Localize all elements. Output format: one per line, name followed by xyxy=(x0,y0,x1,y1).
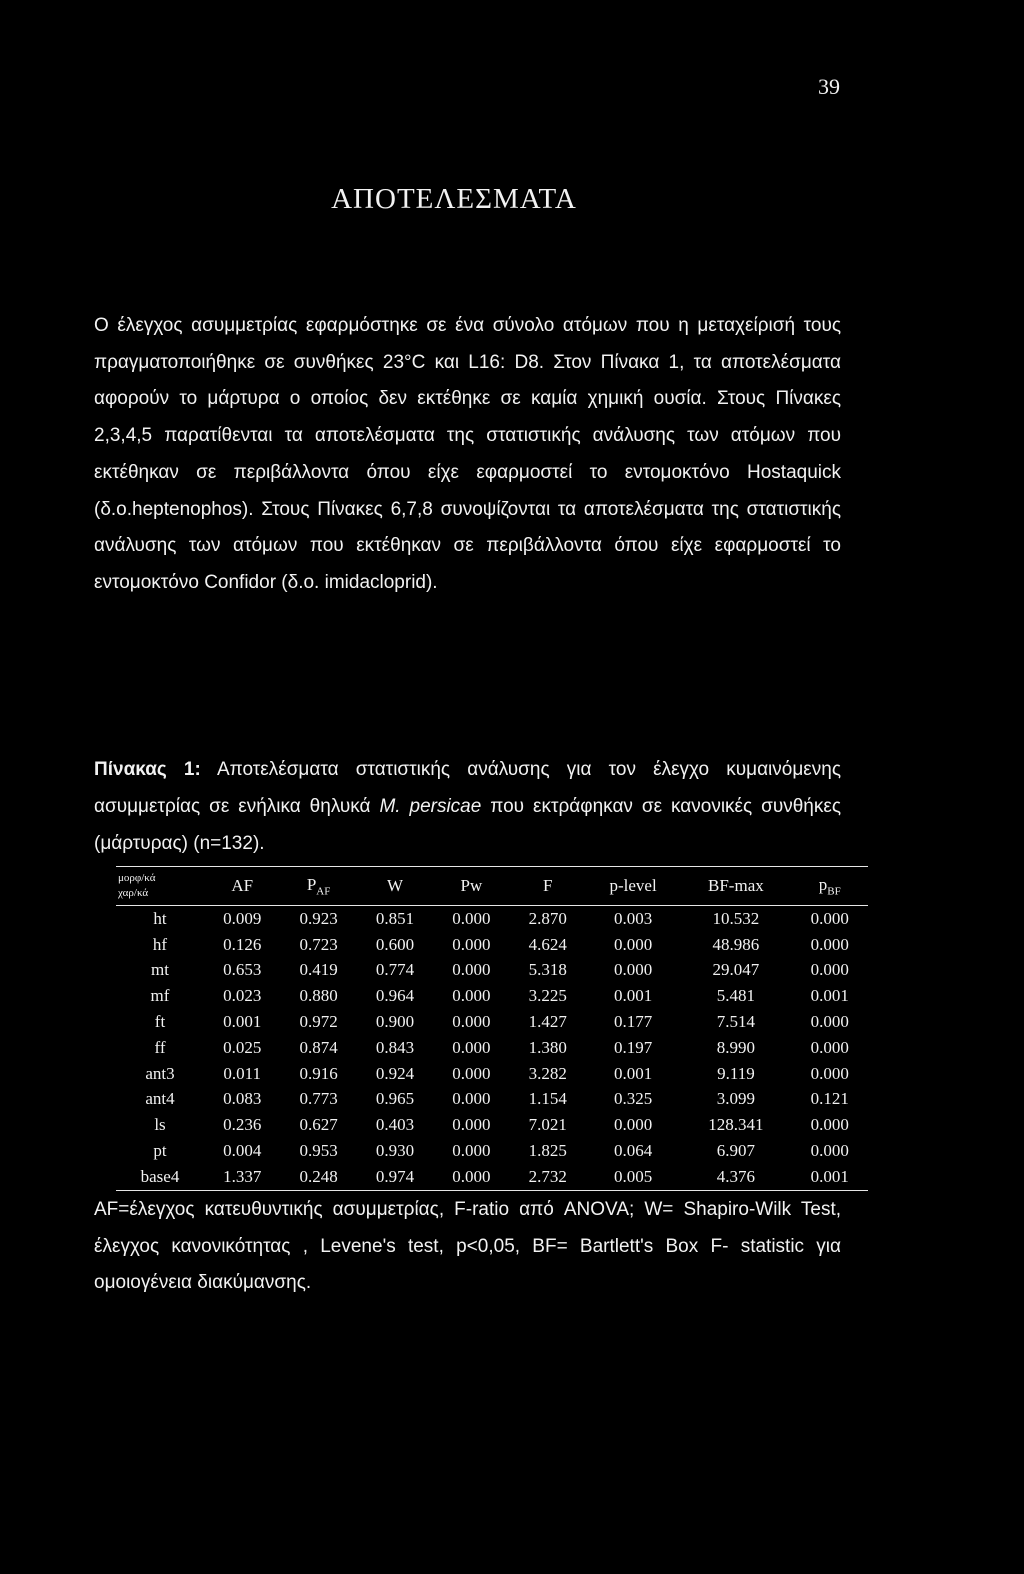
table-cell: 1.427 xyxy=(528,1012,567,1032)
header-f: F xyxy=(543,876,553,895)
table-cell: 7.514 xyxy=(716,1012,756,1032)
table-cell: 0.001 xyxy=(810,1166,849,1186)
caption-species: M. persicae xyxy=(379,796,482,817)
table-footnote: AF=έλεγχος κατευθυντικής ασυμμετρίας, F-ratio από ANOVA; W= Shapiro-Wilk Test, έλεγχος κανονικότητας , Levene's test, p<0,05, BF= Bartlett's Box F- statistic για ομοιογένεια διακύμανσης. xyxy=(94,1199,841,1294)
table-cell: 0.965 xyxy=(375,1089,415,1109)
results-table-container xyxy=(116,866,868,1191)
row-label: mt xyxy=(151,960,169,980)
table-row xyxy=(116,932,868,958)
header-paf: $P_{AF}$ xyxy=(306,874,331,898)
table-cell: 0.000 xyxy=(452,1037,491,1057)
table-cell: 0.064 xyxy=(613,1141,653,1161)
row-label: ft xyxy=(154,1012,166,1032)
table-cell: 0.000 xyxy=(810,934,849,954)
table-cell: 0.974 xyxy=(375,1166,415,1186)
table-header-row xyxy=(116,867,868,906)
table-cell: 0.900 xyxy=(375,1012,415,1032)
table-cell: 0.000 xyxy=(452,986,491,1006)
table-cell: 0.005 xyxy=(613,1166,653,1186)
table-cell: 0.000 xyxy=(613,934,653,954)
table-row xyxy=(116,1164,868,1190)
table-cell: 0.773 xyxy=(299,1089,338,1109)
caption-text-after: που εκτράφηκαν σε κανονικές συνθήκες (μάρτυρας) (n=132). xyxy=(94,796,841,854)
table-cell: 0.011 xyxy=(223,1063,261,1083)
table-cell: 0.874 xyxy=(299,1037,338,1057)
table-cell: 0.000 xyxy=(452,934,491,954)
table-cell: 2.732 xyxy=(528,1166,567,1186)
table-cell: 0.000 xyxy=(452,960,491,980)
table-cell: 4.624 xyxy=(528,934,567,954)
table-cell: 3.099 xyxy=(716,1089,756,1109)
table-cell: 0.953 xyxy=(299,1141,338,1161)
table-cell: 0.000 xyxy=(452,1115,491,1135)
table-cell: 0.023 xyxy=(223,986,262,1006)
table-cell: 0.000 xyxy=(452,1166,491,1186)
table-row xyxy=(116,1009,868,1035)
table-cell: 8.990 xyxy=(716,1037,756,1057)
table-cell: 0.000 xyxy=(613,960,653,980)
row-label: ant3 xyxy=(145,1063,175,1083)
table-cell: 0.001 xyxy=(810,986,849,1006)
table-cell: 0.000 xyxy=(452,1063,491,1083)
table-cell: 1.380 xyxy=(528,1037,567,1057)
table-cell: 0.003 xyxy=(613,908,653,928)
table-cell: 0.000 xyxy=(810,1063,849,1083)
header-w: W xyxy=(386,876,403,895)
header-pbf: $p_{BF}$ xyxy=(818,874,841,898)
page-title: ΑΠΟΤΕΛΕΣΜΑΤΑ xyxy=(331,183,577,215)
table-cell: 0.964 xyxy=(375,986,415,1006)
table-cell: 0.000 xyxy=(452,908,491,928)
table-cell: 0.000 xyxy=(810,1141,849,1161)
table-cell: 0.000 xyxy=(810,960,849,980)
table-cell: 3.282 xyxy=(528,1063,567,1083)
table-row xyxy=(116,1035,868,1061)
header-plevel: p-level xyxy=(609,876,657,895)
row-label: pt xyxy=(153,1141,167,1161)
table-cell: 0.653 xyxy=(223,960,262,980)
table-cell: 3.225 xyxy=(528,986,567,1006)
table-cell: 5.481 xyxy=(716,986,756,1006)
table-cell: 6.907 xyxy=(716,1141,756,1161)
caption-text-before: Αποτελέσματα στατιστικής ανάλυσης για τον έλεγχο κυμαινόμενης ασυμμετρίας σε ενήλικα θηλυκά xyxy=(94,759,841,817)
table-cell: 0.001 xyxy=(613,986,653,1006)
table-cell: 0.916 xyxy=(299,1063,338,1083)
row-label: ant4 xyxy=(145,1089,175,1109)
body-paragraph: Ο έλεγχος ασυμμετρίας εφαρμόστηκε σε ένα σύνολο ατόμων που η μεταχείρισή τους πραγματοποιήθηκε σε συνθήκες 23°C και L16: D8. Στον Πίνακα 1, τα αποτελέσματα αφορούν το μάρτυρα ο οποίος δεν εκτέθηκε σε καμία χημική ουσία. Στους Πίνακες 2,3,4,5 παρατίθενται τα αποτελέσματα της στατιστικής ανάλυσης των ατόμων που εκτέθηκαν σε περιβάλλοντα όπου είχε εφαρμοστεί το εντομοκτόνο Hostaquick (δ.o.heptenophos). Στους Πίνακες 6,7,8 συνοψίζονται τα αποτελέσματα της στατιστικής ανάλυσης των ατόμων που εκτέθηκαν σε περιβάλλοντα όπου είχε εφαρμοστεί το εντομοκτόνο Confidor (δ.o. imidacloprid). xyxy=(94,315,841,593)
table-caption xyxy=(94,751,841,862)
table-cell: 1.154 xyxy=(528,1089,567,1109)
table-cell: 0.126 xyxy=(223,934,262,954)
table-cell: 29.047 xyxy=(712,960,760,980)
table-cell: 10.532 xyxy=(712,908,760,928)
row-label: ls xyxy=(154,1115,166,1135)
header-af: AF xyxy=(231,876,254,895)
table-cell: 1.337 xyxy=(223,1166,262,1186)
table-cell: 0.880 xyxy=(299,986,338,1006)
table-cell: 0.627 xyxy=(299,1115,338,1135)
table-cell: 48.986 xyxy=(712,934,760,954)
table-cell: 0.924 xyxy=(375,1063,415,1083)
table-row xyxy=(116,906,868,932)
table-cell: 0.025 xyxy=(223,1037,262,1057)
header-row-labels xyxy=(116,867,204,906)
table-cell: 0.843 xyxy=(375,1037,415,1057)
table-cell: 0.000 xyxy=(810,1012,849,1032)
table-cell: 0.001 xyxy=(223,1012,262,1032)
table-cell: 0.600 xyxy=(375,934,415,954)
table-cell: 0.197 xyxy=(613,1037,653,1057)
page-number: 39 xyxy=(818,74,840,99)
table-cell: 0.177 xyxy=(613,1012,653,1032)
table-cell: 0.403 xyxy=(375,1115,415,1135)
row-label: ff xyxy=(154,1037,166,1057)
table-cell: 0.236 xyxy=(223,1115,262,1135)
table-cell: 0.930 xyxy=(375,1141,415,1161)
table-cell: 0.121 xyxy=(810,1089,849,1109)
table-cell: 0.000 xyxy=(613,1115,653,1135)
table-cell: 2.870 xyxy=(528,908,567,928)
table-cell: 0.923 xyxy=(299,908,338,928)
table-cell: 0.248 xyxy=(299,1166,338,1186)
table-cell: 0.000 xyxy=(810,908,849,928)
header-row-labels-line2: χαρ/κά xyxy=(118,887,149,899)
results-table xyxy=(116,866,868,1191)
table-row xyxy=(116,958,868,984)
header-pw: Pw xyxy=(460,876,483,895)
table-cell: 0.000 xyxy=(810,1115,849,1135)
row-label: hf xyxy=(152,934,168,954)
table-cell: 0.009 xyxy=(223,908,262,928)
caption-lead: Πίνακας 1: xyxy=(94,759,201,780)
table-cell: 0.419 xyxy=(299,960,338,980)
header-bfmax: BF-max xyxy=(708,876,764,895)
row-label: mf xyxy=(150,986,170,1006)
table-cell: 0.774 xyxy=(375,960,415,980)
table-cell: 0.325 xyxy=(613,1089,653,1109)
table-row xyxy=(116,1112,868,1138)
table-row xyxy=(116,1061,868,1087)
table-cell: 0.723 xyxy=(299,934,338,954)
table-cell: 0.001 xyxy=(613,1063,653,1083)
table-cell: 0.000 xyxy=(810,1037,849,1057)
table-cell: 0.000 xyxy=(452,1089,491,1109)
table-row xyxy=(116,1138,868,1164)
table-row xyxy=(116,983,868,1009)
table-cell: 4.376 xyxy=(716,1166,756,1186)
row-label: base4 xyxy=(140,1166,180,1186)
table-cell: 0.851 xyxy=(375,908,415,928)
table-cell: 128.341 xyxy=(708,1115,764,1135)
table-cell: 0.004 xyxy=(223,1141,262,1161)
table-cell: 0.000 xyxy=(452,1012,491,1032)
table-cell: 9.119 xyxy=(717,1063,755,1083)
table-cell: 1.825 xyxy=(528,1141,567,1161)
header-row-labels-line1: μορφ/κά xyxy=(118,872,156,884)
row-label: ht xyxy=(153,908,167,928)
table-cell: 0.083 xyxy=(223,1089,262,1109)
table-cell: 5.318 xyxy=(528,960,567,980)
table-cell: 0.000 xyxy=(452,1141,491,1161)
table-cell: 7.021 xyxy=(528,1115,567,1135)
table-body xyxy=(116,906,868,1191)
table-row xyxy=(116,1087,868,1113)
table-cell: 0.972 xyxy=(299,1012,338,1032)
